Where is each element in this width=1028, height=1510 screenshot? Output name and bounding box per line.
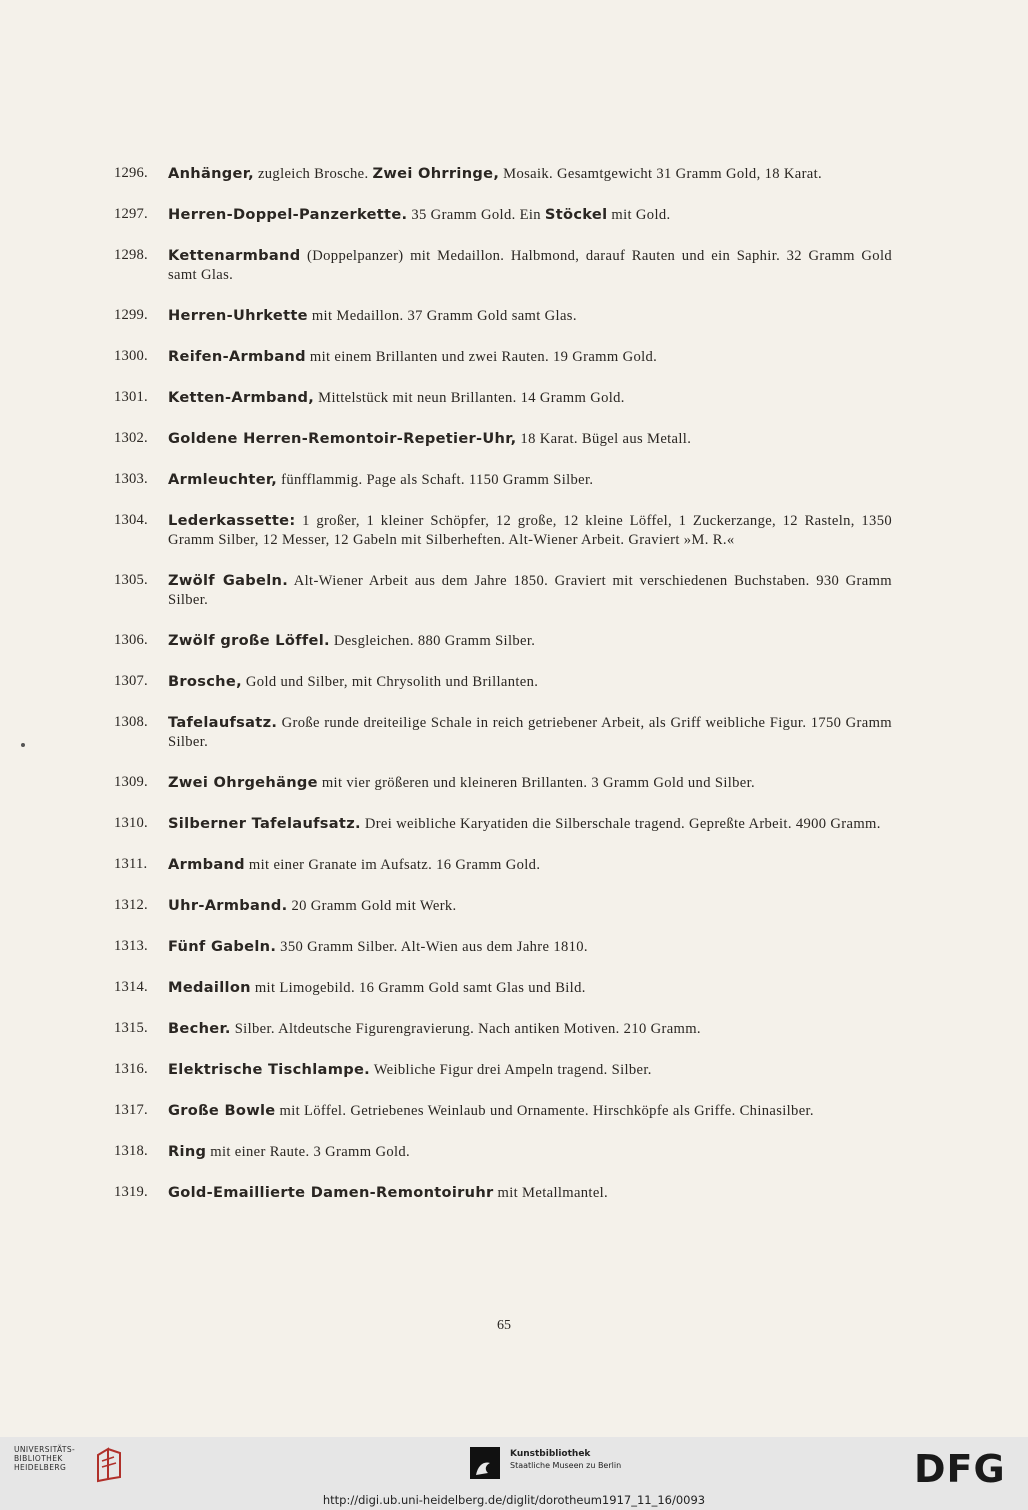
entry-description: Desgleichen. 880 Gramm Silber. xyxy=(329,633,536,649)
entry-text xyxy=(168,937,892,957)
entry-description: 20 Gramm Gold mit Werk. xyxy=(287,898,457,914)
entry-number: 1306. xyxy=(114,632,148,648)
entry-number: 1297. xyxy=(114,206,148,222)
entry-title-secondary: Zwei Ohrringe, xyxy=(372,165,500,182)
catalog-entry xyxy=(114,855,892,875)
ub-heidelberg-logo[interactable] xyxy=(14,1445,126,1485)
entry-description: mit einem Brillanten und zwei Rauten. 19 Gramm Gold. xyxy=(305,349,658,365)
entry-text xyxy=(168,205,892,225)
entry-title: Große Bowle xyxy=(168,1102,276,1119)
ub-logo-line: BIBLIOTHEK xyxy=(14,1454,63,1463)
entry-title: Elektrische Tischlampe. xyxy=(168,1061,370,1078)
entry-title: Tafelaufsatz. xyxy=(168,714,278,731)
entry-title: Ketten-Armband, xyxy=(168,389,315,406)
entry-number: 1312. xyxy=(114,897,148,913)
ub-logo-line: HEIDELBERG xyxy=(14,1463,67,1472)
entry-text xyxy=(168,306,892,326)
catalog-entry xyxy=(114,978,892,998)
entry-text xyxy=(168,347,892,367)
entry-title: Brosche, xyxy=(168,673,242,690)
entry-description: 1 großer, 1 kleiner Schöpfer, 12 große, 12 kleine Löffel, 1 Zuckerzange, 12 Rasteln, 1350 Gramm Silber, 12 Messer, 12 Gabeln mit Silberheften. Alt-Wiener Arbeit. Graviert »M. R.« xyxy=(168,513,892,548)
entry-title: Lederkassette: xyxy=(168,512,296,529)
entry-text xyxy=(168,470,892,490)
entry-text xyxy=(168,814,892,834)
catalog-entry xyxy=(114,773,892,793)
catalog-entry xyxy=(114,347,892,367)
entry-text xyxy=(168,1019,892,1039)
catalog-entry xyxy=(114,511,892,550)
entry-number: 1315. xyxy=(114,1020,148,1036)
entry-number: 1296. xyxy=(114,165,148,181)
entry-number: 1317. xyxy=(114,1102,148,1118)
entry-title: Silberner Tafelaufsatz. xyxy=(168,815,361,832)
entry-description: Gold und Silber, mit Chrysolith und Brillanten. xyxy=(241,674,539,690)
kunstbibliothek-title: Kunstbibliothek xyxy=(510,1449,591,1459)
entry-number: 1305. xyxy=(114,572,148,588)
entry-number: 1318. xyxy=(114,1143,148,1159)
catalog-entry xyxy=(114,1142,892,1162)
catalog-entry xyxy=(114,470,892,490)
entry-number: 1310. xyxy=(114,815,148,831)
entry-title: Ring xyxy=(168,1143,207,1160)
dfg-logo-text: DFG xyxy=(914,1451,1006,1485)
entry-number: 1308. xyxy=(114,714,148,730)
entry-description: 35 Gramm Gold. Ein xyxy=(407,207,545,223)
entry-number: 1300. xyxy=(114,348,148,364)
entry-description: Silber. Altdeutsche Figurengravierung. Nach antiken Motiven. 210 Gramm. xyxy=(230,1021,701,1037)
entry-title: Fünf Gabeln. xyxy=(168,938,277,955)
entry-text xyxy=(168,1101,892,1121)
entry-description: 18 Karat. Bügel aus Metall. xyxy=(516,431,692,447)
entry-number: 1301. xyxy=(114,389,148,405)
entry-title: Uhr-Armband. xyxy=(168,897,288,914)
dfg-logo[interactable] xyxy=(914,1451,1014,1485)
catalog-entry xyxy=(114,1101,892,1121)
entry-text xyxy=(168,672,892,692)
entry-text xyxy=(168,571,892,610)
entry-description: (Doppelpanzer) mit Medaillon. Halbmond, darauf Rauten und ein Saphir. 32 Gramm Gold samt Glas. xyxy=(168,248,892,283)
catalog-entry xyxy=(114,1060,892,1080)
entry-number: 1304. xyxy=(114,512,148,528)
entry-title: Herren-Uhrkette xyxy=(168,307,308,324)
entry-text xyxy=(168,388,892,408)
entry-number: 1302. xyxy=(114,430,148,446)
entry-description-rest: Mosaik. Gesamtgewicht 31 Gramm Gold, 18 Karat. xyxy=(499,166,823,182)
entry-number: 1307. xyxy=(114,673,148,689)
entry-description: mit Medaillon. 37 Gramm Gold samt Glas. xyxy=(307,308,577,324)
entry-text xyxy=(168,511,892,550)
entry-title: Reifen-Armband xyxy=(168,348,306,365)
entry-description-rest: mit Gold. xyxy=(607,207,671,223)
entry-title: Kettenarmband xyxy=(168,247,301,264)
catalog-entry xyxy=(114,937,892,957)
entry-title: Zwei Ohrgehänge xyxy=(168,774,318,791)
page-number: 65 xyxy=(497,1318,511,1333)
kunstbibliothek-subtitle: Staatliche Museen zu Berlin xyxy=(510,1461,622,1470)
entry-description: Drei weibliche Karyatiden die Silberschale tragend. Gepreßte Arbeit. 4900 Gramm. xyxy=(360,816,881,832)
entry-description: 350 Gramm Silber. Alt-Wien aus dem Jahre 1810. xyxy=(276,939,588,955)
catalog-entry xyxy=(114,306,892,326)
entry-number: 1309. xyxy=(114,774,148,790)
catalog-entry xyxy=(114,631,892,651)
ub-mark-icon xyxy=(94,1447,124,1483)
entry-text xyxy=(168,855,892,875)
permalink-url[interactable]: http://digi.ub.uni-heidelberg.de/diglit/dorotheum1917_11_16/0093 xyxy=(322,1493,706,1507)
entry-text xyxy=(168,631,892,651)
entry-description: zugleich Brosche. xyxy=(253,166,373,182)
entry-description: mit einer Raute. 3 Gramm Gold. xyxy=(206,1144,411,1160)
entry-text xyxy=(168,429,892,449)
entry-description: mit Löffel. Getriebenes Weinlaub und Ornamente. Hirschköpfe als Griffe. Chinasilber. xyxy=(275,1103,814,1119)
catalog-entry xyxy=(114,164,892,184)
entry-title: Armband xyxy=(168,856,245,873)
catalog-entry xyxy=(114,814,892,834)
entry-description: mit Limogebild. 16 Gramm Gold samt Glas und Bild. xyxy=(250,980,586,996)
ub-logo-line: UNIVERSITÄTS- xyxy=(14,1445,76,1454)
catalog-entry xyxy=(114,713,892,752)
entry-description: Weibliche Figur drei Ampeln tragend. Silber. xyxy=(369,1062,652,1078)
catalog-entry xyxy=(114,246,892,285)
catalog-entry xyxy=(114,571,892,610)
entry-description: mit einer Granate im Aufsatz. 16 Gramm Gold. xyxy=(244,857,541,873)
entry-title-secondary: Stöckel xyxy=(544,206,608,223)
entry-number: 1313. xyxy=(114,938,148,954)
entry-text xyxy=(168,773,892,793)
entry-number: 1311. xyxy=(114,856,148,872)
entry-number: 1299. xyxy=(114,307,148,323)
entry-title: Gold-Emaillierte Damen-Remontoiruhr xyxy=(168,1184,494,1201)
entry-title: Anhänger, xyxy=(168,165,254,182)
entry-title: Zwölf große Löffel. xyxy=(168,632,330,649)
entry-text xyxy=(168,164,892,184)
kunstbibliothek-mark-icon xyxy=(470,1447,500,1479)
entry-text xyxy=(168,1183,892,1203)
catalog-entry xyxy=(114,1019,892,1039)
entry-text xyxy=(168,1060,892,1080)
entry-title: Herren-Doppel-Panzerkette. xyxy=(168,206,408,223)
entry-number: 1298. xyxy=(114,247,148,263)
entry-title: Medaillon xyxy=(168,979,251,996)
kunstbibliothek-logo[interactable] xyxy=(470,1447,670,1483)
catalog-entry xyxy=(114,672,892,692)
entry-title: Goldene Herren-Remontoir-Repetier-Uhr, xyxy=(168,430,517,447)
footer-bar xyxy=(0,1437,1028,1510)
entry-description: Große runde dreiteilige Schale in reich getriebener Arbeit, als Griff weibliche Figur. 1750 Gramm Silber. xyxy=(168,715,892,750)
entry-text xyxy=(168,246,892,285)
entry-text xyxy=(168,1142,892,1162)
ub-logo-text xyxy=(14,1445,94,1472)
catalog-entry xyxy=(114,388,892,408)
entry-title: Zwölf Gabeln. xyxy=(168,572,289,589)
catalog-entry xyxy=(114,429,892,449)
entry-text xyxy=(168,896,892,916)
entry-number: 1303. xyxy=(114,471,148,487)
entry-text xyxy=(168,978,892,998)
entry-number: 1314. xyxy=(114,979,148,995)
catalog-entry xyxy=(114,1183,892,1203)
entry-description: Alt-Wiener Arbeit aus dem Jahre 1850. Graviert mit verschiedenen Buchstaben. 930 Gramm Silber. xyxy=(168,573,892,608)
entry-text xyxy=(168,713,892,752)
entry-description: Mittelstück mit neun Brillanten. 14 Gramm Gold. xyxy=(314,390,625,406)
catalog-entry xyxy=(114,205,892,225)
entry-number: 1316. xyxy=(114,1061,148,1077)
entry-number: 1319. xyxy=(114,1184,148,1200)
catalog-entry xyxy=(114,896,892,916)
scan-speck xyxy=(21,743,25,747)
entry-description: fünfflammig. Page als Schaft. 1150 Gramm Silber. xyxy=(277,472,594,488)
entry-description: mit Metallmantel. xyxy=(493,1185,609,1201)
entry-title: Armleuchter, xyxy=(168,471,278,488)
entry-title: Becher. xyxy=(168,1020,231,1037)
entry-list xyxy=(114,164,892,1224)
entry-description: mit vier größeren und kleineren Brillanten. 3 Gramm Gold und Silber. xyxy=(317,775,756,791)
